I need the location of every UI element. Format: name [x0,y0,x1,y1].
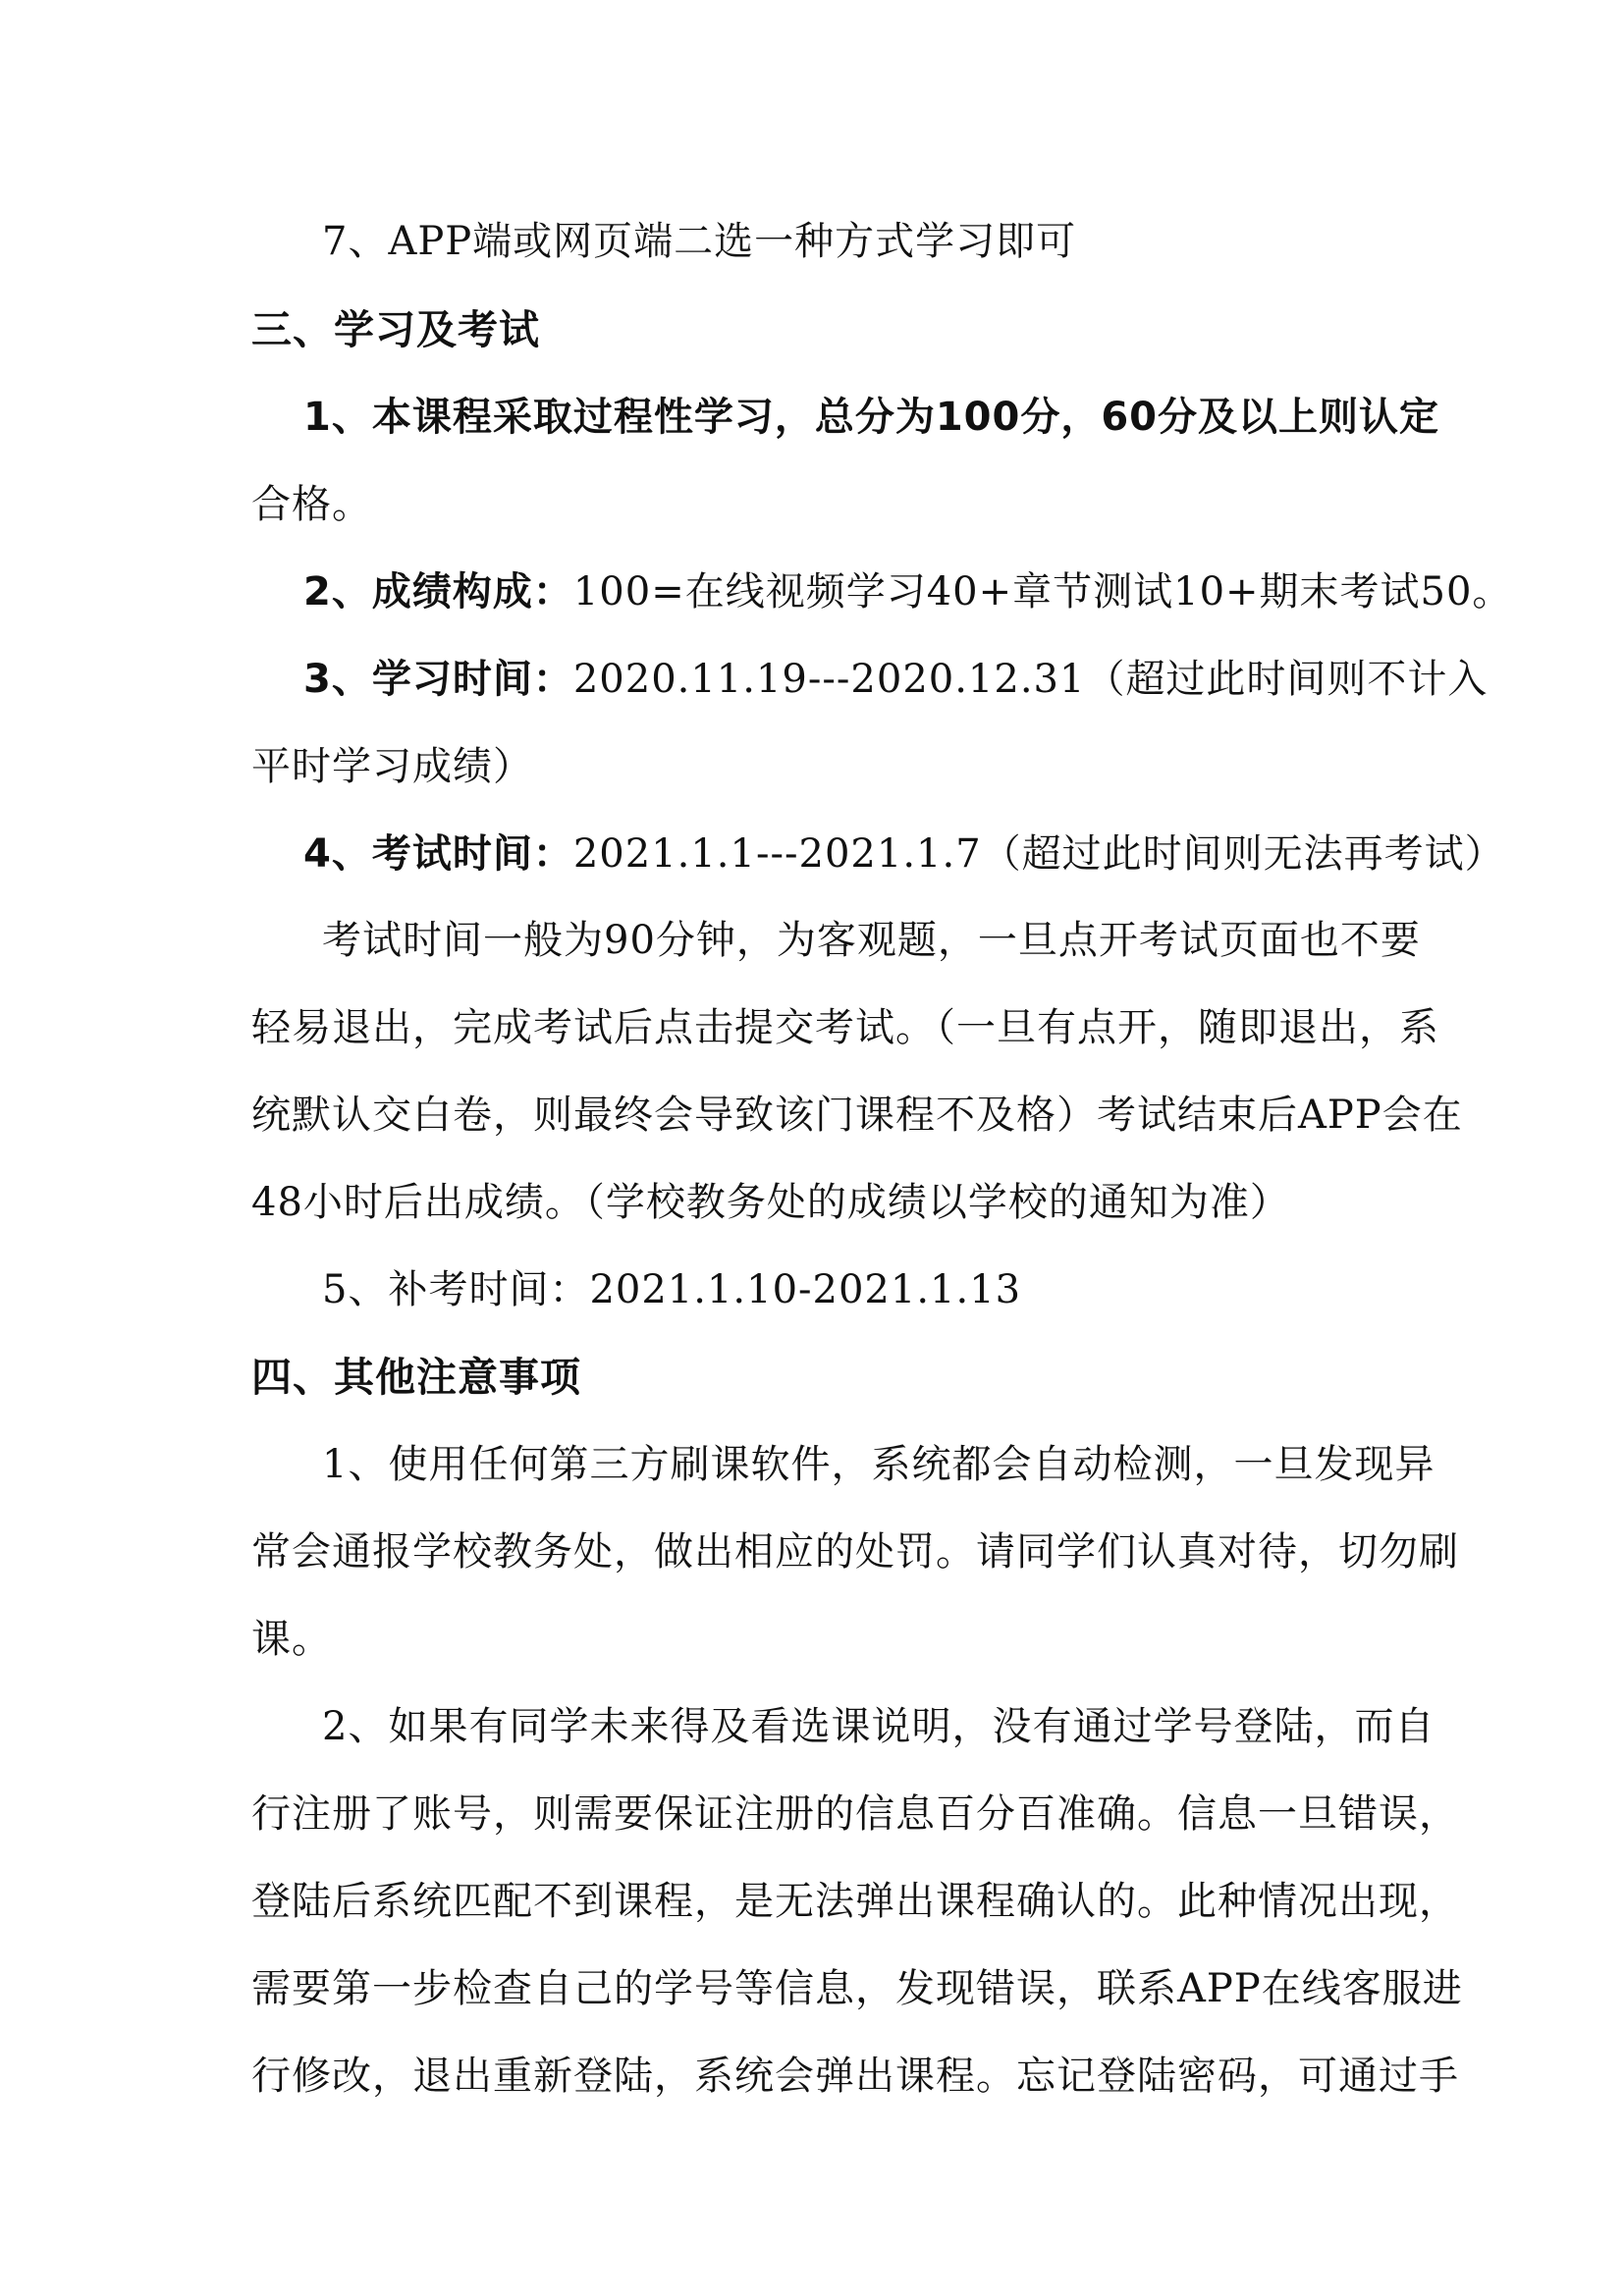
item1-line1 [303,390,1439,445]
note2-line3: 登陆后系统匹配不到课程，是无法弹出课程确认的。此种情况出现， [251,1879,1459,1924]
note2-line5: 行修改，退出重新登陆，系统会弹出课程。忘记登陆密码，可通过手 [251,2054,1459,2099]
item2-rest: 100=在线视频学习40+章节测试10+期末考试50。 [572,569,1513,614]
section3-heading: 三、学习及考试 [251,306,540,353]
item3-rest: 2020.11.19---2020.12.31（超过此时间则不计入 [572,657,1489,702]
item3-line2: 平时学习成绩） [251,744,533,789]
item4-lead: 4、考试时间： [303,831,573,877]
item3-line1 [303,652,1488,707]
note1-line3: 课。 [251,1617,332,1662]
item1-line2: 合格。 [251,482,372,527]
item5-line: 5、补考时间：2021.1.10-2021.1.13 [322,1267,1022,1312]
note2-line1: 2、如果有同学未来得及看选课说明，没有通过学号登陆，而自 [322,1704,1435,1749]
item2-line [303,564,1512,619]
exam-note-line2: 轻易退出，完成考试后点击提交考试。（一旦有点开，随即退出，系 [251,1005,1439,1050]
app-or-web-line: 7、APP端或网页端二选一种方式学习即可 [322,219,1077,264]
exam-note-line1: 考试时间一般为90分钟，为客观题，一旦点开考试页面也不要 [322,918,1421,963]
item4-rest: 2021.1.1---2021.1.7（超过此时间则无法再考试） [572,831,1505,877]
note2-line4: 需要第一步检查自己的学号等信息，发现错误，联系APP在线客服进 [251,1966,1463,2011]
item2-lead: 2、成绩构成： [303,569,573,614]
exam-note-line4: 48小时后出成绩。（学校教务处的成绩以学校的通知为准） [251,1180,1290,1225]
item4-line [303,827,1505,881]
section4-heading: 四、其他注意事项 [251,1354,581,1401]
exam-note-line3: 统默认交白卷，则最终会导致该门课程不及格）考试结束后APP会在 [251,1093,1463,1138]
item3-lead: 3、学习时间： [303,657,573,702]
note2-line2: 行注册了账号，则需要保证注册的信息百分百准确。信息一旦错误， [251,1791,1459,1837]
note1-line1: 1、使用任何第三方刷课软件，系统都会自动检测，一旦发现异 [322,1442,1435,1487]
note1-line2: 常会通报学校教务处，做出相应的处罚。请同学们认真对待，切勿刷 [251,1529,1459,1575]
item1-text: 1、本课程采取过程性学习，总分为100分，60分及以上则认定 [303,395,1439,440]
